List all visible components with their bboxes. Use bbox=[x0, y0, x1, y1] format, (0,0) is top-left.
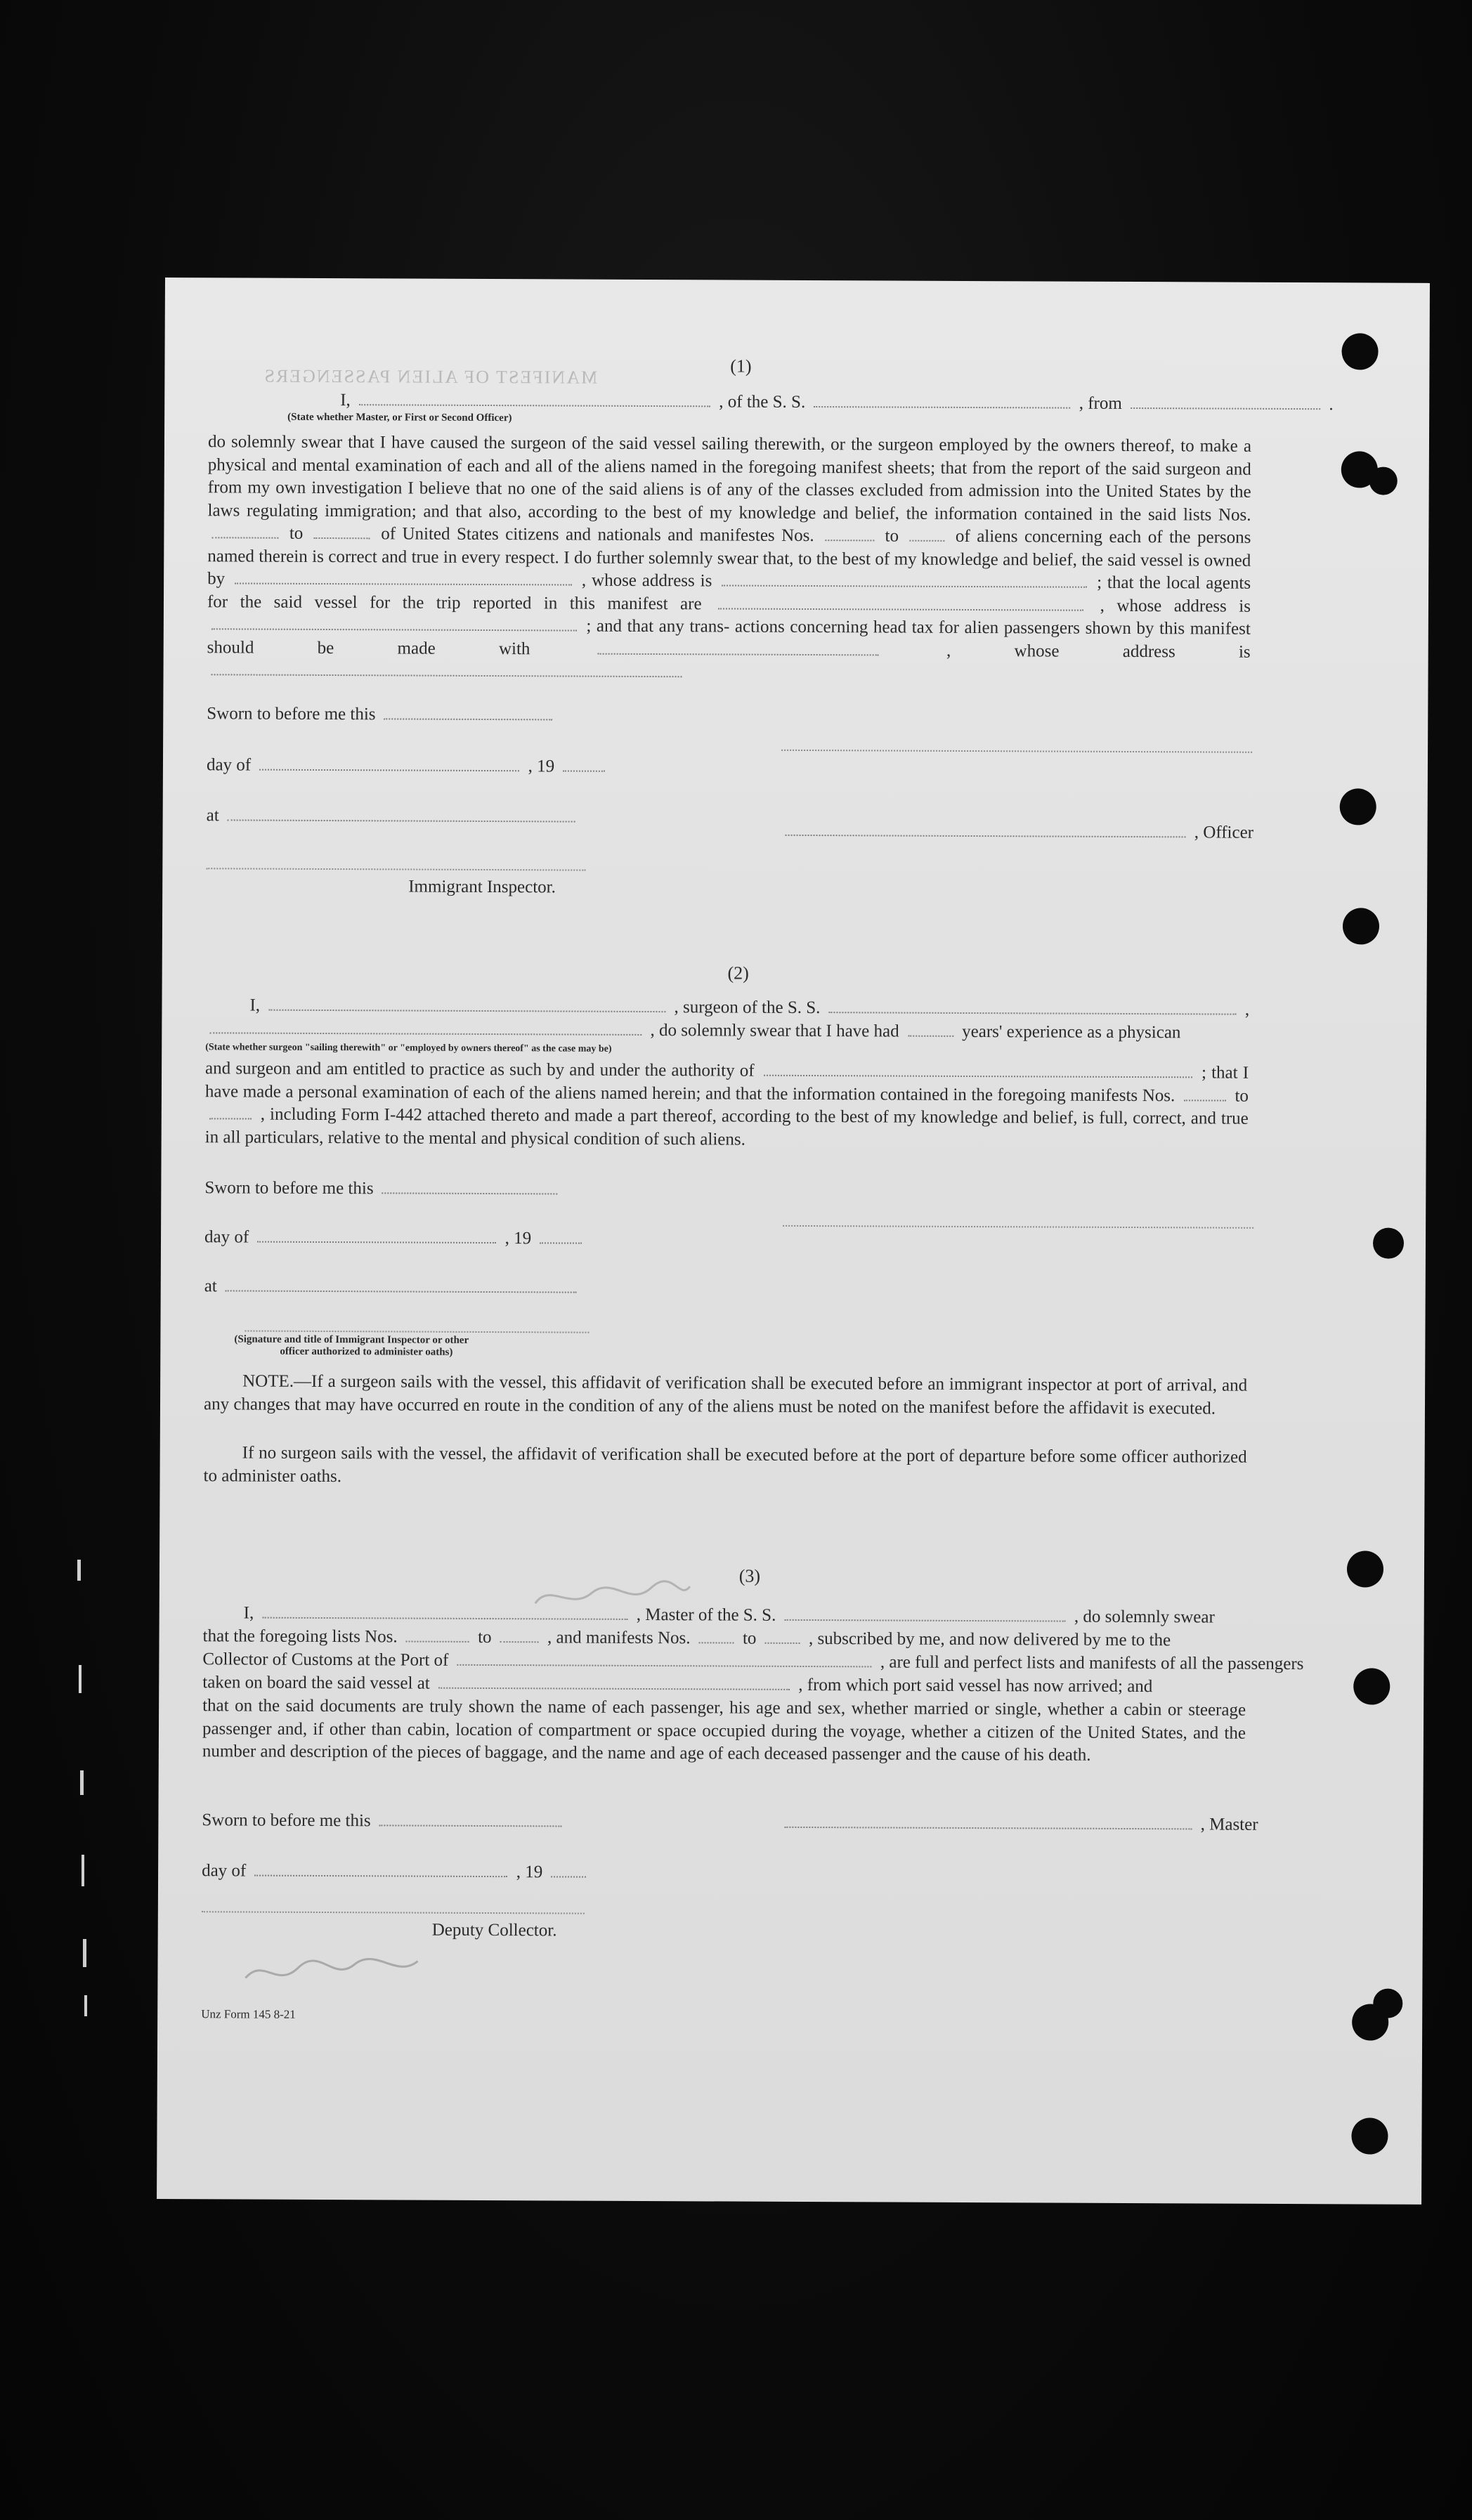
s1-year-label: , 19 bbox=[528, 757, 555, 776]
s2-year-label: , 19 bbox=[504, 1229, 532, 1248]
s2-note-1-text: NOTE.—If a surgeon sails with the vessel, this affidavit of verification shall be executed before an immigrant inspector at port of arrival, and any changes that may have occurred en route in the condition of any of the aliens must be noted on the manifest before the affidavit is executed. bbox=[203, 1371, 1248, 1418]
punch-hole bbox=[1373, 1228, 1404, 1259]
s2-name-field bbox=[268, 1010, 665, 1012]
s2-sworn-field bbox=[382, 1192, 558, 1194]
s3-oath-paragraph bbox=[202, 1695, 1246, 1768]
s3-master-label: , Master of the S. S. bbox=[636, 1605, 776, 1625]
s3-year-label: , 19 bbox=[516, 1862, 543, 1882]
s2-oath-text-2: that I have made a personal examination of each of the aliens named herein; and that the information contained in the foregoing manifests Nos. bbox=[204, 1063, 1249, 1105]
s1-manifest-from-field bbox=[825, 540, 874, 541]
s1-oath-text-7: whose address is bbox=[1014, 641, 1251, 662]
s1-owner-address-field bbox=[722, 585, 1087, 587]
faint-handwriting bbox=[532, 1579, 693, 1614]
s1-oath-paragraph: do solemnly swear that I have caused the surgeon of the said vessel sailing therewith, or the surgeon employed by the owners thereof, to make a physical and mental examination of each and all of the aliens named in the foregoing manifest sheets; that from the report of the said surgeon and from my own investigation I believe that no one of the said aliens is of any of the classes excluded from admission into the United States by the laws regulating immigration; and that also, according to the best of my knowledge and belief, the information contained in the said lists Nos. to of United States citizens and nationals and manifestes Nos. to of aliens concerning each of the persons named therein is correct and true in every respect. I do further solemnly swear that, to the best of my knowledge and belief, the said vessel is owned by , whose address is ; that the local agents for the said vessel for the trip reported in this manifest are , whose address is ; and that any trans- actions concerning head tax for alien passengers shown by this manifest should be made with , whose address is bbox=[207, 431, 1251, 686]
s3-collector-label: Collector of Customs at the Port of bbox=[202, 1650, 449, 1670]
s3-manifests-label: , and manifests Nos. bbox=[547, 1628, 691, 1648]
s1-officer-label: , Officer bbox=[1194, 823, 1254, 842]
s3-lists-label: that the foregoing lists Nos. bbox=[202, 1626, 398, 1647]
s2-note-2-text: If no surgeon sails with the vessel, the affidavit of verification shall be executed before at the port of departure before some officer authorized to administer oaths. bbox=[203, 1443, 1247, 1486]
faint-handwriting bbox=[242, 1950, 424, 1993]
s2-oath-paragraph bbox=[205, 1057, 1249, 1153]
s1-inspector-label: Immigrant Inspector. bbox=[408, 877, 556, 897]
film-edge-marks bbox=[63, 1560, 105, 2023]
s1-agents-address-field bbox=[211, 628, 577, 631]
s1-to-label-2: to bbox=[885, 526, 899, 546]
s3-port-field bbox=[457, 1664, 872, 1668]
s1-year-field bbox=[563, 770, 605, 771]
s1-role-note: (State whether Master, or First or Second Officer) bbox=[287, 411, 512, 424]
punch-hole bbox=[1351, 2117, 1388, 2154]
s3-master-signature-field bbox=[784, 1827, 1192, 1830]
s3-day-line bbox=[202, 1860, 591, 1884]
bleedthrough-header: MANIFEST OF ALIEN PASSENGERS bbox=[263, 365, 598, 388]
s3-collector-label: Deputy Collector. bbox=[431, 1920, 557, 1940]
s1-whose-address-2: , whose address is bbox=[1100, 596, 1251, 616]
s1-owner-field bbox=[235, 582, 572, 585]
s1-list-to-field bbox=[314, 537, 370, 539]
s3-name-field bbox=[263, 1617, 628, 1620]
s1-sworn-line bbox=[207, 703, 557, 726]
s2-inspector-line bbox=[245, 1331, 589, 1333]
s3-line4 bbox=[202, 1671, 1152, 1698]
s3-manifest-to-field bbox=[765, 1643, 800, 1644]
s2-note-1 bbox=[204, 1370, 1247, 1420]
s1-oath-text-1: do solemnly swear that I have caused the surgeon of the said vessel sailing therewith, or the surgeon employed by the owners thereof, to make a physical and mental examination of each and all of the aliens named in the foregoing manifest sheets; that from the report of the said surgeon and from my own investigation I believe that no one of the said aliens is of any of the classes excluded from admission into the United States by the laws regulating immigration; and that also, according to the best of my knowledge and belief, the information contained in the said lists Nos. bbox=[207, 432, 1252, 525]
s2-sworn-line bbox=[204, 1177, 562, 1201]
s1-whose-address-1: , whose address is bbox=[581, 570, 712, 591]
s1-inspector-line bbox=[206, 868, 585, 870]
s1-oath-text-6: actions concerning head tax for alien passengers shown by this manifest should be made with bbox=[207, 617, 1251, 658]
s2-oath-text-1b: ; bbox=[1201, 1063, 1206, 1083]
s3-taken-at-field bbox=[438, 1687, 790, 1690]
s2-at-line bbox=[204, 1275, 581, 1299]
s2-sig-note-2: officer authorized to administer oaths) bbox=[280, 1345, 453, 1358]
s3-line3 bbox=[202, 1648, 1303, 1676]
s3-line2 bbox=[202, 1625, 1171, 1652]
form-number: Unz Form 145 8-21 bbox=[201, 2007, 296, 2021]
s2-i-label: I, bbox=[249, 995, 261, 1015]
s3-master-sig-label: , Master bbox=[1200, 1815, 1258, 1834]
s1-to-label: to bbox=[289, 523, 304, 543]
s2-dayof-label: day of bbox=[204, 1227, 249, 1247]
s2-years-field bbox=[908, 1036, 953, 1037]
section-1-number: (1) bbox=[730, 355, 752, 377]
s3-dayof-label: day of bbox=[202, 1861, 247, 1881]
manifest-form-sheet bbox=[157, 278, 1430, 2205]
s1-officer-field bbox=[786, 835, 1186, 837]
section-3-number: (3) bbox=[738, 1565, 761, 1586]
s1-manifest-to-field bbox=[909, 540, 944, 542]
s1-line1-end: . bbox=[1329, 395, 1334, 414]
s2-sig-note-1: (Signature and title of Immigrant Inspector or other bbox=[234, 1333, 469, 1346]
s1-oath-text-4: ; that the local agents for the said vessel for the trip reported in this manifest are bbox=[207, 573, 1251, 613]
s1-at-field bbox=[228, 819, 575, 822]
s2-line1 bbox=[249, 995, 1249, 1021]
s3-collector-line bbox=[202, 1911, 585, 1914]
s2-oath-text-3: , including Form I-442 attached thereto and made a part thereof, according to the best of my knowledge and belief, is full, correct, and true in all particulars, relative to the mental and physical condition of such aliens. bbox=[204, 1104, 1249, 1149]
s2-manifest-from-field bbox=[1184, 1099, 1226, 1101]
s1-list-from-field bbox=[211, 537, 278, 538]
s1-from-field bbox=[1131, 407, 1320, 410]
s3-oath-text: that on the said documents are truly shown the name of each passenger, his age and sex, whether married or single, whether a cabin or steerage passenger and, if other than cabin, location of compartment or space occupied during the voyage, whether a citizen of the United States, and the number and description of the pieces of baggage, and the name and age of each deceased passenger and the cause of his death. bbox=[202, 1696, 1246, 1765]
s3-to-label-1: to bbox=[478, 1627, 492, 1647]
s2-day-field bbox=[257, 1241, 496, 1243]
s1-agents-field bbox=[718, 608, 1083, 611]
s1-ss-label: , of the S. S. bbox=[719, 392, 806, 412]
s1-officer-line bbox=[781, 820, 1254, 844]
s2-oath-text-1: and surgeon and am entitled to practice as such by and under the authority of bbox=[205, 1059, 755, 1081]
s1-oath-text-5: ; and that any trans- bbox=[586, 616, 730, 636]
s2-role-field bbox=[209, 1032, 641, 1036]
s2-experience-label: years' experience as a physican bbox=[962, 1021, 1181, 1043]
s2-line1-end: , bbox=[1244, 1000, 1250, 1019]
s1-day-field bbox=[259, 769, 519, 772]
s1-vessel-field bbox=[814, 406, 1070, 409]
s1-from-label: , from bbox=[1079, 393, 1122, 413]
s3-sworn-line bbox=[202, 1809, 566, 1833]
s1-sworn-field bbox=[384, 718, 553, 720]
s3-sworn-label: Sworn to before me this bbox=[202, 1810, 371, 1831]
s1-headtax-address-field bbox=[211, 674, 682, 677]
s1-at-line bbox=[207, 804, 580, 828]
s1-headtax-field bbox=[598, 653, 879, 655]
s3-i-label: I, bbox=[243, 1603, 254, 1623]
s2-at-field bbox=[226, 1290, 577, 1293]
s1-oath-text-3: of aliens concerning each of the persons named therein is correct and true in every respect. I do further solemnly swear that, to the best of my knowledge and belief, the said vessel is owned by bbox=[207, 526, 1251, 589]
s2-ss-label: , surgeon of the S. S. bbox=[674, 998, 821, 1018]
s1-dayof-label: day of bbox=[206, 755, 252, 775]
punch-hole bbox=[1369, 466, 1398, 495]
s1-name-field bbox=[359, 404, 710, 407]
s2-to-label: to bbox=[1235, 1086, 1249, 1106]
s1-day-line bbox=[207, 754, 610, 778]
s2-swear-label: , do solemnly swear that I have had bbox=[650, 1021, 899, 1041]
s2-manifest-to-field bbox=[209, 1118, 252, 1119]
s3-to-label-2: to bbox=[742, 1628, 757, 1648]
punch-hole bbox=[1373, 1989, 1402, 2018]
s2-authority-field bbox=[764, 1075, 1192, 1078]
s2-signature-line bbox=[783, 1225, 1253, 1229]
section-2-number: (2) bbox=[727, 962, 749, 984]
s3-sworn-field bbox=[379, 1824, 562, 1827]
s1-signature-line bbox=[781, 750, 1252, 753]
s2-sworn-label: Sworn to before me this bbox=[204, 1178, 374, 1199]
s3-vessel-field bbox=[785, 1619, 1066, 1622]
s3-perfect-lists-label: , are full and perfect lists and manifests of all the passengers bbox=[880, 1652, 1304, 1674]
s3-subscribed-label: , subscribed by me, and now delivered by me to the bbox=[808, 1629, 1171, 1650]
s2-role-note: (State whether surgeon "sailing therewith" or "employed by owners thereof" as the case may be) bbox=[205, 1042, 612, 1055]
s3-day-field bbox=[254, 1875, 507, 1878]
punch-hole bbox=[1343, 908, 1379, 944]
s3-line1 bbox=[244, 1602, 1215, 1629]
s3-year-field bbox=[551, 1876, 586, 1877]
s3-master-line bbox=[780, 1812, 1258, 1836]
s2-day-line bbox=[204, 1226, 587, 1250]
s2-vessel-field bbox=[829, 1012, 1237, 1015]
s1-at-label: at bbox=[206, 806, 219, 825]
punch-hole bbox=[1340, 788, 1376, 825]
s2-at-label: at bbox=[204, 1277, 217, 1296]
s1-oath-text-2: of United States citizens and nationals and manifestes Nos. bbox=[381, 524, 814, 546]
s3-list-from-field bbox=[406, 1641, 469, 1643]
s1-i-label: I, bbox=[340, 391, 351, 410]
s2-note-2 bbox=[203, 1442, 1246, 1491]
s3-swear-label: , do solemnly swear bbox=[1074, 1607, 1215, 1627]
s3-arrived-label: , from which port said vessel has now arrived; and bbox=[798, 1675, 1153, 1697]
s3-manifest-from-field bbox=[699, 1642, 734, 1643]
s2-year-field bbox=[540, 1242, 582, 1243]
s3-list-to-field bbox=[500, 1641, 539, 1643]
s3-taken-label: taken on board the said vessel at bbox=[202, 1673, 430, 1693]
s2-line2 bbox=[205, 1017, 1180, 1044]
s1-sworn-label: Sworn to before me this bbox=[207, 704, 376, 724]
punch-hole bbox=[1353, 1668, 1390, 1704]
